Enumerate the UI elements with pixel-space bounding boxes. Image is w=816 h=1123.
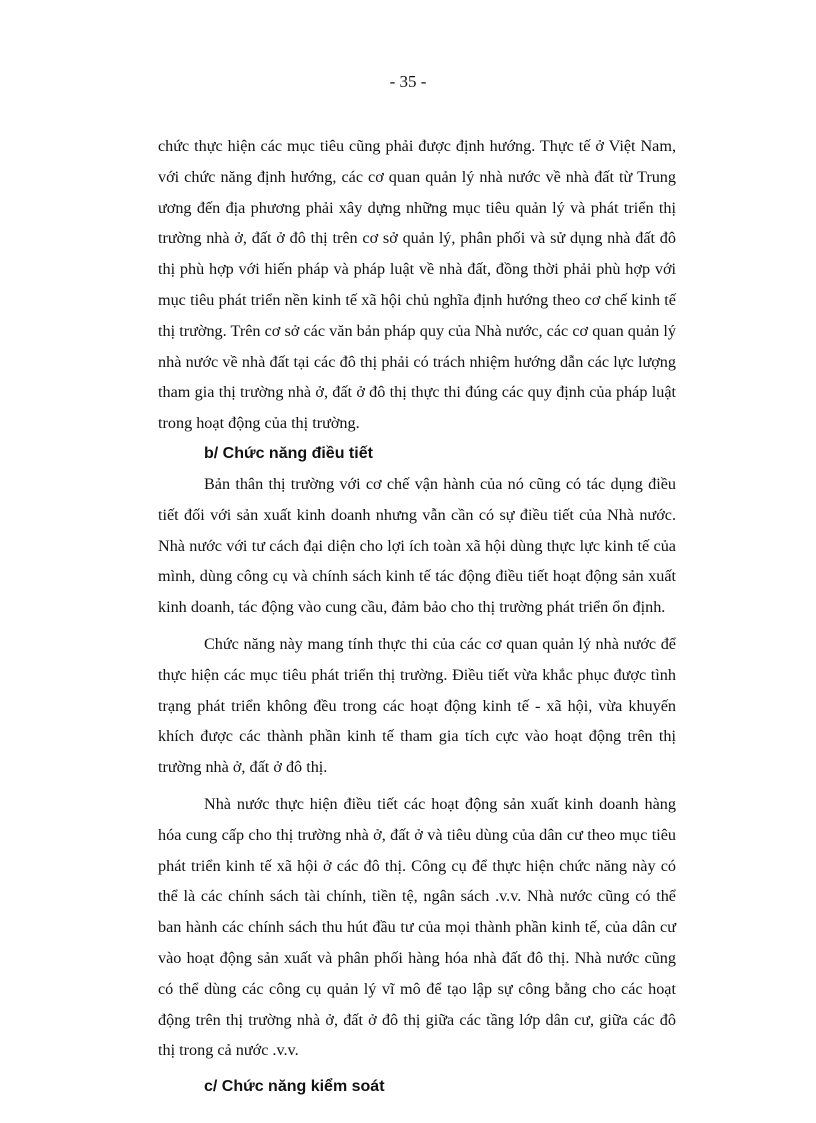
- page-body: [158, 131, 676, 1102]
- paragraph-regulation-function: Chức năng này mang tính thực thi của các cơ quan quản lý nhà nước để thực hiện các mục tiêu phát triển thị trường. Điều tiết vừa khắc phục được tình trạng phát triển không đều trong các hoạt động kinh tế - xã hội, vừa khuyến khích được các thành phần kinh tế tham gia tích cực vào hoạt động trên thị trường nhà ở, đất ở đô thị.: [158, 634, 676, 777]
- page-number: - 35 -: [389, 72, 427, 91]
- section-heading-b: b/ Chức năng điều tiết: [204, 444, 373, 462]
- paragraph-regulation-tools: Nhà nước thực hiện điều tiết các hoạt động sản xuất kinh doanh hàng hóa cung cấp cho thị trường nhà ở, đất ở và tiêu dùng của dân cư theo mục tiêu phát triển kinh tế xã hội ở các đô thị. Công cụ để thực hiện chức năng này có thể là các chính sách tài chính, tiền tệ, ngân sách .v.v. Nhà nước cũng có thể ban hành các chính sách thu hút đầu tư của mọi thành phần kinh tế, của dân cư vào hoạt động sản xuất và phân phối hàng hóa nhà đất đô thị. Nhà nước cũng có thể dùng các công cụ quản lý vĩ mô để tạo lập sự công bằng cho các hoạt động trên thị trường nhà ở, đất ở đô thị giữa các tầng lớp dân cư, giữa các đô thị trong cả nước .v.v.: [158, 794, 676, 1060]
- paragraph-regulation-intro: Bản thân thị trường với cơ chế vận hành của nó cũng có tác dụng điều tiết đối với sản xuất kinh doanh nhưng vẫn cần có sự điều tiết của Nhà nước. Nhà nước với tư cách đại diện cho lợi ích toàn xã hội dùng thực lực kinh tế của mình, dùng công cụ và chính sách kinh tế tác động điều tiết hoạt động sản xuất kinh doanh, tác động vào cung cầu, đảm bảo cho thị trường phát triển ổn định.: [158, 474, 676, 617]
- paragraph-continuation: chức thực hiện các mục tiêu cũng phải được định hướng. Thực tế ở Việt Nam, với chức năng định hướng, các cơ quan quản lý nhà nước về nhà đất từ Trung ương đến địa phương phải xây dựng những mục tiêu quản lý và phát triển thị trường nhà ở, đất ở đô thị trên cơ sở quản lý, phân phối và sử dụng nhà đất đô thị phù hợp với hiến pháp và pháp luật về nhà đất, đồng thời phải phù hợp với mục tiêu phát triển nền kinh tế xã hội chủ nghĩa định hướng theo cơ chế kinh tế thị trường. Trên cơ sở các văn bản pháp quy của Nhà nước, các cơ quan quản lý nhà nước về nhà đất tại các đô thị phải có trách nhiệm hướng dẫn các lực lượng tham gia thị trường nhà ở, đất ở đô thị thực thi đúng các quy định của pháp luật trong hoạt động của thị trường.: [158, 137, 676, 433]
- section-heading-c: c/ Chức năng kiểm soát: [204, 1078, 385, 1096]
